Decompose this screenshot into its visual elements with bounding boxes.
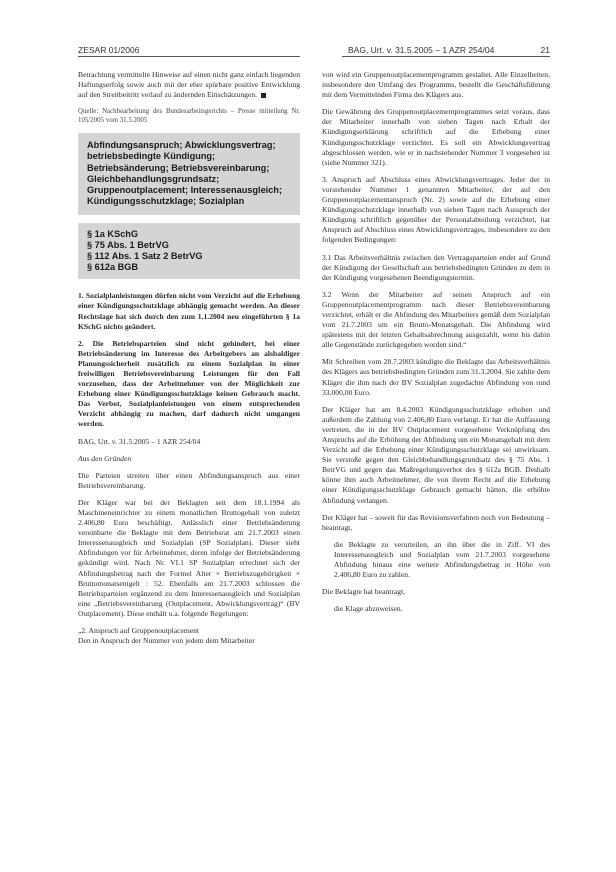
law-reference: § 612a BGB <box>87 262 139 273</box>
law-reference: § 1a KSchG <box>87 228 139 239</box>
case-citation: BAG, Urt. v. 31.5.2005 – 1 AZR 254/04 <box>348 45 495 55</box>
header-rule-left <box>78 56 300 57</box>
section-title: Aus den Gründen <box>78 453 132 463</box>
body-paragraph: Der Kläger war bei der Beklagten seit dem 18.1.1994 als Maschineneinrichter zu einem monatlichen Bruttogehalt von zuletzt 2.406,80 Euro beschäftigt. Anlässlich einer Betriebsänderung vereinbarte die Beklagte mit dem Betriebsrat am 21.7.2003 einen Interessenausgleich und Sozialplan (SP Sozialplan). Dieser sieht Abfindungen vor für Arbeitnehmer, deren infolge der Betriebsänderung gekündigt wird. Nach Nr. VI.1 SP Sozialplan errechnet sich der Abfindungsbetrag nach der Formel Alter × Betriebszugehörigkeit × Bruttomonatsentgelt : 52. Ebenfalls am 21.7.2003 schlossen die Betriebsparteien ergänzend zu dem Interessenausgleich und Sozialplan eine „Betriebsvereinbarung (Outplacement, Abwicklungsvertrag)“ (BV Outplacement). Diese enthält u.a. folgende Regelungen: <box>78 497 300 618</box>
left-column <box>78 70 300 653</box>
body-paragraph: Die Beklagte hat beantragt, <box>322 587 406 597</box>
keywords-box: Abfindungsanspruch; Abwicklungsvertrag; betriebsbedingte Kündigung; Betriebsänderung; Betriebsvereinbarung; Gleichbehandlungsgrundsatz; Gruppenoutplacement; Interessenausgleich; Kündigungsschutzklage; Sozialplan <box>78 133 300 214</box>
body-paragraph: Mit Schreiben vom 28.7.2003 kündigte die Beklagte das Arbeitsverhältnis des Klägers aus betriebsbedingten Gründen zum 31.3.2004. Sie zahlte dem Kläger die ihm nach der BV Sozialplan zugedachte Abfindung von rund 33.000,00 Euro. <box>322 357 550 397</box>
motion-paragraph: die Beklagte zu verurteilen, an ihn über die in Ziff. VI des Interessenausgleich und Sozialplan vom 21.7.2003 vorgesehene Abfindung hinaus eine weitere Abfindungsbetrag in Höhe von 2.406,80 Euro zu zahlen. <box>334 539 550 580</box>
law-reference: § 112 Abs. 1 Satz 2 BetrVG <box>87 250 203 261</box>
page-number: 21 <box>540 45 550 55</box>
intro-paragraph: Betrachtung vermittelte Hinweise auf einen nicht ganz einfach liegenden Haftungserfolg sowie auch mit der eher spürbare positive Entwicklung auf den Streitbeitritt verlauf zu ändernden Einschätzungen. <box>78 70 300 100</box>
body-paragraph: Den in Anspruch der Nummer von jedem dem Mitarbeiter <box>78 636 255 646</box>
body-paragraph: Der Kläger hat am 8.4.2003 Kündigungsschutzklage erhoben und außerdem die Zahlung von 2.406,80 Euro verlangt. Er hat die Auffassung vertreten, die in der BV Outplacement vorgesehene Verknüpfung des Anspruchs auf die Erhöhung der Abfindung um ein Monatsgehalt mit dem Verzicht auf die Erhebung einer Kündigungsschutzklage sei unwirksam. Sie verstoße gegen den Gleichbehandlungsgrundsatz des § 75 Abs. 1 BetrVG und gegen das Maßregelungsverbot des § 612a BGB. Deshalb könne ihm auch Arbeitnehmer, die von ihrem Recht auf die Erhebung einer Kündigungsschutzklage Gebrauch gemacht hätten, die erhöhte Abfindung verlangen. <box>322 404 550 505</box>
headnote-1: 1. Sozialplanleistungen dürfen nicht vom Verzicht auf die Erhebung einer Kündigungsschutzklage abhängig gemacht werden. An dieser Rechtslage hat sich durch den zum 1.1.2004 neu eingeführten § 1a KSchG nichts geändert. <box>78 291 300 331</box>
right-column <box>322 70 550 621</box>
case-reference: BAG, Urt. v. 31.5.2005 – 1 AZR 254/04 <box>78 436 201 446</box>
header-rule-right <box>342 56 550 57</box>
body-paragraph: 3.2 Wenn der Mitarbeiter auf seinen Anspruch auf ein Gruppenoutplacementprogramm nach dieser Betriebsvereinbarung verzichtet, erhält er die Abfindung des Mitarbeiters gemäß dem Sozialplan vom 21.7.2003 um ein Brutto-Monatsgehalt. Die Abfindung wird spätestens mit der letzten Gehaltsabrechnung ausgezahlt, wenn bis dahin alle Gegenstände zurückgegeben worden sind.“ <box>322 289 550 350</box>
motion-paragraph: die Klage abzuweisen. <box>334 604 403 614</box>
body-paragraph: Die Parteien streiten über einen Abfindungsanspruch aus einer Betriebsvereinbarung. <box>78 470 300 490</box>
quote-heading: „2. Anspruch auf Gruppenoutplacement <box>78 626 200 636</box>
laws-box <box>78 223 300 280</box>
journal-label: ZESAR 01/2006 <box>78 45 140 55</box>
page-header <box>78 45 550 59</box>
headnote-2: 2. Die Betriebsparteien sind nicht gehindert, bei einer Betriebsänderung im Interesse des Arbeitgebers an alsbaldiger Planungssicherheit zusätzlich zu einem Sozialplan in einer freiwilligen Betriebsvereinbarung Leistungen für den Fall vorzusehen, dass der Arbeitnehmer von der Möglichkeit zur Erhebung einer Kündigungsschutzklage keinen Gebrauch macht. Das Verbot, Sozialplanleistungen von einem entsprechenden Verzicht abhängig zu machen, darf dadurch nicht umgangen werden. <box>78 338 300 429</box>
body-paragraph: von wird ein Gruppenoutplacementprogramm gestaltet. Alle Einzelheiten, insbesondere den Umfang des Programms, bestellt die Geschäftsführung mit dem Vermittelnden Firma des Klägers aus. <box>322 70 550 100</box>
end-mark-icon <box>261 93 266 98</box>
body-paragraph: 3. Anspruch auf Abschluss eines Abwicklungsvertrages. Jeder der in vorstehender Nummer 1 genannten Mitarbeiter, der auf den Gruppenoutplacementanspruch (Nr. 2) sowie auf die Erhebung einer Kündigungsschutzklage innerhalb von sieben Tagen nach Ausspruch der Kündigung schriftlich gegenüber der Personalabteilung verzichtet, hat Anspruch auf Abschluss eines Abwicklungsvertrages, insbesondere zu den folgenden Bedingungen: <box>322 174 550 245</box>
body-paragraph: 3.1 Das Arbeitsverhältnis zwischen den Vertragsparteien endet auf Grund der Kündigung der Gesellschaft aus betriebsbedingten Gründen zu dem in der Kündigung vorgesehenen Beendigungstermin. <box>322 252 550 282</box>
body-paragraph: Die Gewährung des Gruppenoutplacementprogrammes setzt voraus, dass der Mitarbeiter innerhalb von sieben Tagen nach Erhalt der Kündigungserklärung schriftlich auf die Erhebung einer Kündigungsschutzklage verzichtet. Es soll ein Abwicklungsvertrag abgeschlossen werden, wie er in nachstehender Nummer 3 vorgesehen ist (siehe Nummer 321). <box>322 107 550 167</box>
body-paragraph: Der Kläger hat – soweit für das Revisionsverfahren noch von Bedeutung – beantragt, <box>322 512 550 532</box>
law-reference: § 75 Abs. 1 BetrVG <box>87 239 169 250</box>
source-note: Quelle: Nachbearbeitung des Bundesarbeitsgerichts – Presse mitteilung Nr. 105/2005 vom 31.5.2005 <box>78 108 300 125</box>
